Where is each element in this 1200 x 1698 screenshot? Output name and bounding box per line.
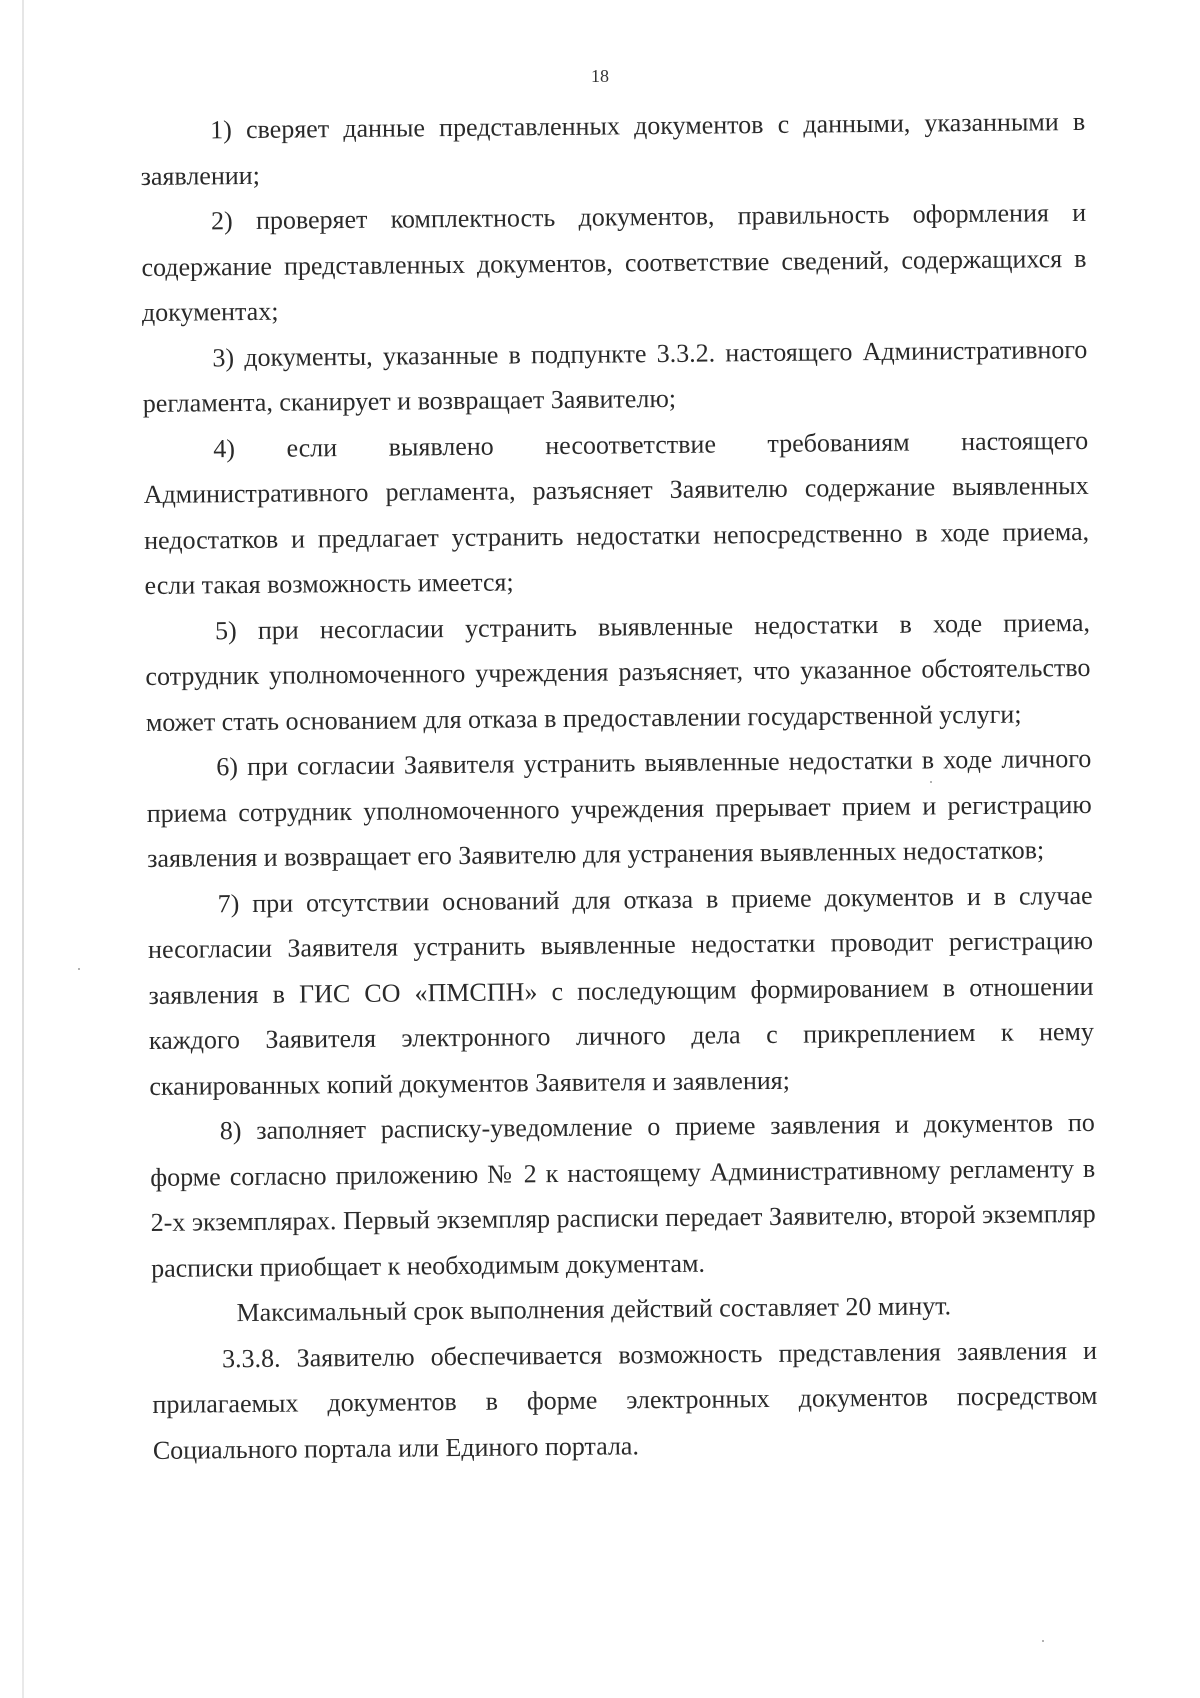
list-item-6: 6) при согласии Заявителя устранить выявленные недостатки в ходе личного приема сотрудник уполномоченного учреждения прерывает прием и регистрацию заявления и возвращает его Заявителю для устранения выявленных недостатков; — [146, 743, 1092, 873]
scan-speck — [1042, 1640, 1044, 1642]
scan-edge — [22, 0, 24, 1698]
document-body — [140, 99, 1098, 1473]
list-item-4: 4) если выявлено несоответствие требованиям настоящего Административного регламента, разъясняет Заявителю содержание выявленных недостатков и предлагает устранить недостатки непосредственно в ходе приема, если такая возможность имеется; — [143, 425, 1090, 600]
list-item-7: 7) при отсутствии оснований для отказа в приеме документов и в случае несогласии Заявителя устранить выявленные недостатки проводит регистрацию заявления в ГИС СО «ПМСПН» с последующим формированием в отношении каждого Заявителя электронного личного дела с прикреплением к нему сканированных копий документов Заявителя и заявления; — [147, 880, 1095, 1101]
list-item-3: 3) документы, указанные в подпункте 3.3.2. настоящего Административного регламента, сканирует и возвращает Заявителю; — [142, 334, 1088, 418]
scan-speck — [78, 968, 80, 970]
list-item-2: 2) проверяет комплектность документов, правильность оформления и содержание представленных документов, соответствие сведений, содержащихся в документах; — [141, 197, 1087, 327]
scan-speck — [930, 781, 932, 783]
clause-3-3-8-paragraph: 3.3.8. Заявителю обеспечивается возможность представления заявления и прилагаемых документов в форме электронных документов посредством Социального портала или Единого портала. — [152, 1335, 1098, 1465]
time-limit-paragraph: Максимальный срок выполнения действий составляет 20 минут. — [236, 1291, 952, 1328]
page-number: 18 — [591, 66, 609, 86]
list-item-8: 8) заполняет расписку-уведомление о приеме заявления и документов по форме согласно приложению № 2 к настоящему Административному регламенту в 2-х экземплярах. Первый экземпляр расписки передает Заявителю, второй экземпляр расписки приобщает к необходимым документам. — [150, 1107, 1096, 1283]
list-item-5: 5) при несогласии устранить выявленные недостатки в ходе приема, сотрудник уполномоченного учреждения разъясняет, что указанное обстоятельство может стать основанием для отказа в предоставлении государственной услуги; — [145, 607, 1091, 737]
list-item-1: 1) сверяет данные представленных документов с данными, указанными в заявлении; — [140, 106, 1086, 191]
